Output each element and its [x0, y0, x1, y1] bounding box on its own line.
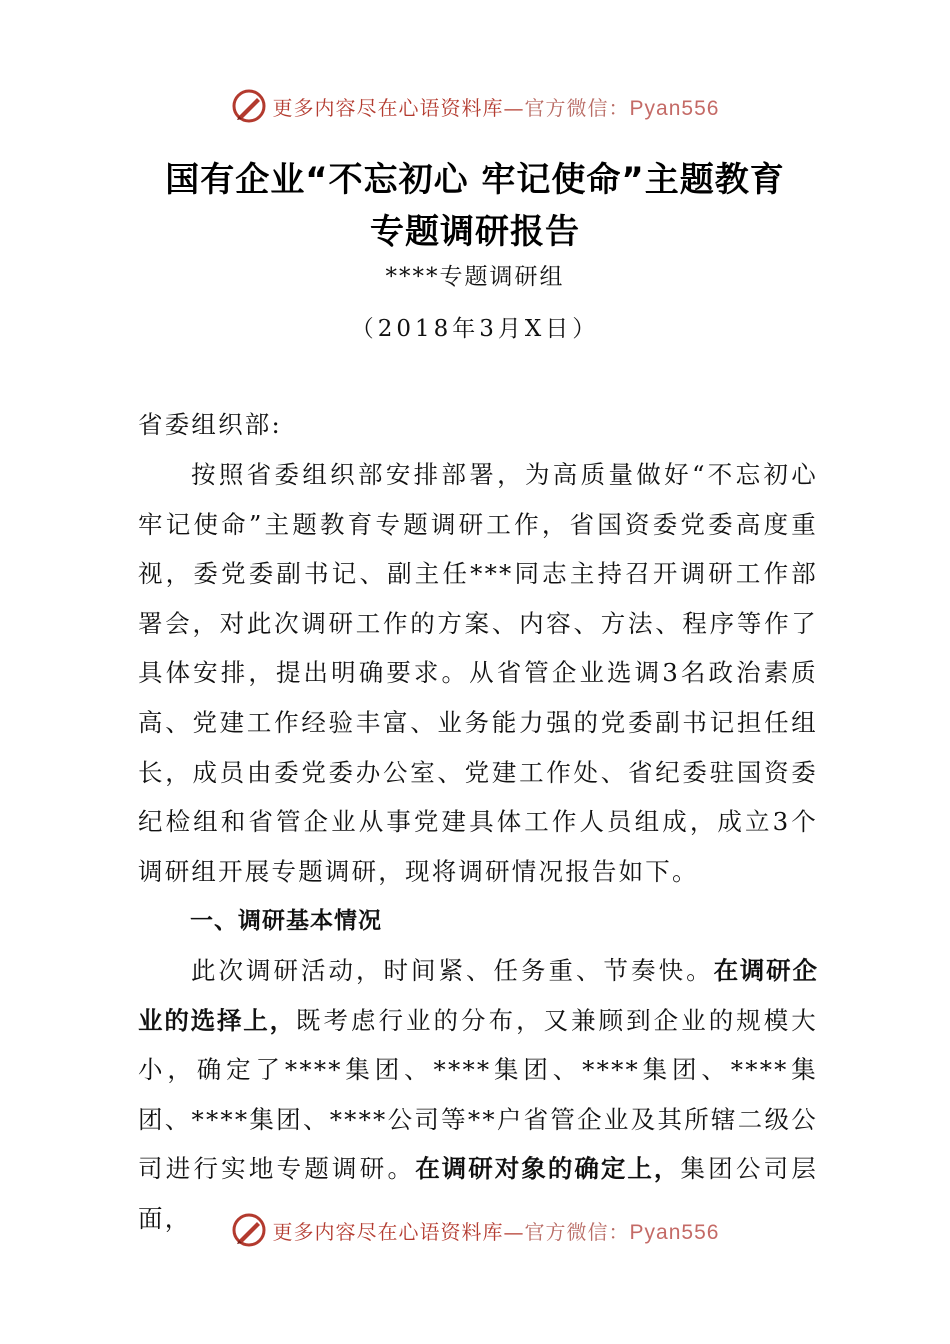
watermark-text: [273, 92, 720, 121]
document-title-line2: 专题调研报告: [370, 212, 580, 252]
watermark-banner-top: [0, 86, 950, 126]
author-group: ****专题调研组: [385, 264, 565, 290]
paragraph-basic-situation: [138, 946, 818, 1244]
paragraph2-part3: 集团公司层面，: [138, 1154, 819, 1233]
section-heading: 一、调研基本情况: [190, 908, 382, 934]
watermark-dash: —: [503, 95, 525, 120]
watermark-wechat-label: 官方微信：: [524, 95, 630, 120]
watermark-text: [273, 1216, 720, 1245]
paragraph2-part2: 既考虑行业的分布，又兼顾到企业的规模大小，确定了****集团、****集团、****集团、****集团、****集团、****公司等**户省管企业及其所辖二级公司进行实地专题调研。: [138, 1005, 818, 1184]
watermark-wechat-label: 官方微信：: [524, 1219, 630, 1244]
watermark-banner-bottom: [0, 1210, 950, 1250]
watermark-dash: —: [503, 1219, 525, 1244]
paragraph2-bold1: 在调研企业的选择上，: [138, 956, 818, 1035]
pen-logo-icon: [231, 1212, 267, 1248]
salutation: 省委组织部:: [138, 410, 282, 439]
document-date: （2018年3月X日）: [350, 316, 600, 342]
document-title-line1: 国有企业“不忘初心 牢记使命”主题教育: [165, 160, 785, 200]
watermark-site: 更多内容尽在心语资料库: [272, 95, 504, 120]
pen-logo-icon: [231, 88, 267, 124]
watermark-wechat-id: Pyan556: [629, 96, 720, 120]
paragraph2-part1: 此次调研活动，时间紧、任务重、节奏快。: [191, 956, 714, 985]
watermark-site: 更多内容尽在心语资料库: [272, 1219, 504, 1244]
watermark-wechat-id: Pyan556: [629, 1220, 720, 1244]
paragraph2-bold2: 在调研对象的确定上，: [415, 1154, 681, 1184]
paragraph-intro: 按照省委组织部安排部署，为高质量做好“不忘初心牢记使命”主题教育专题调研工作，省国资委党委高度重视，委党委副书记、副主任***同志主持召开调研工作部署会，对此次调研工作的方案、内容、方法、程序等作了具体安排，提出明确要求。从省管企业选调3名政治素质高、党建工作经验丰富、业务能力强的党委副书记担任组长，成员由委党委办公室、党建工作处、省纪委驻国资委纪检组和省管企业从事党建具体工作人员组成，成立3个调研组开展专题调研，现将调研情况报告如下。: [138, 460, 818, 886]
